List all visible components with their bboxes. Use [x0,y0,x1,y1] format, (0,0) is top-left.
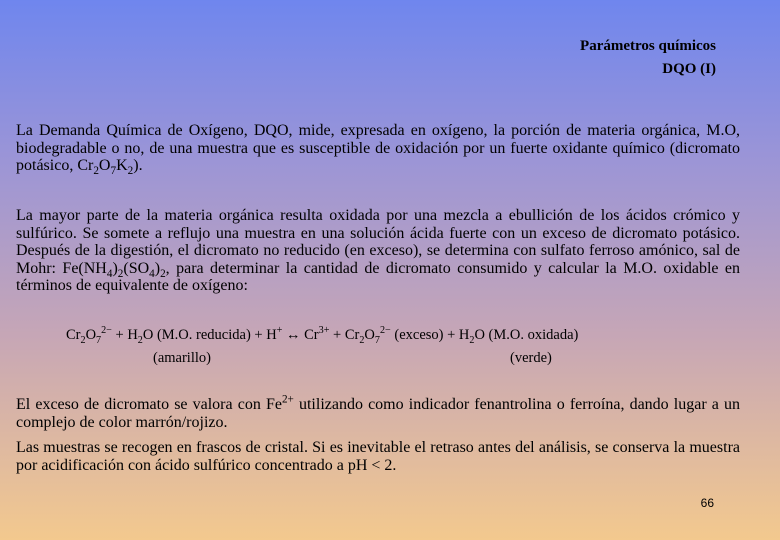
slide-subtitle: DQO (I) [662,61,716,77]
p2-sub: 4 [149,267,155,280]
eq-sup: 2− [379,325,391,337]
eq-part: O [364,327,375,343]
p3-text: El exceso de dicromato se valora con Fe [16,396,282,413]
slide-title: Parámetros químicos [580,38,716,54]
eq-part: Cr [66,327,81,343]
eq-sup: + [276,325,283,337]
eq-sub: 2 [469,334,475,346]
eq-part: Cr [304,327,319,343]
p1-text: O [98,157,111,174]
chemical-equation [66,327,578,344]
page-number: 66 [700,496,714,510]
p2-sub: 2 [117,267,124,280]
p2-sub: 4 [106,267,113,280]
paragraph-definition [16,122,740,178]
p3-text: utilizando como indicador fenantrolina o ferroína, dando lugar a un complejo de color marrón/rojizo. [16,396,740,431]
eq-part: + H [111,327,138,343]
p2-text: (SO [123,259,150,277]
p2-text: ) [112,259,118,277]
eq-sup: 2− [101,325,112,337]
eq-sub: 2 [137,334,143,346]
paragraph-method [16,207,740,295]
p2-text: , para determinar la cantidad de dicromato consumido y calcular la M.O. oxidable en términos de equivalente de oxígeno: [16,259,741,294]
eq-arrow: ↔ [282,327,305,343]
p1-text: La Demanda Química de Oxígeno, DQO, mide, expresada en oxígeno, la porción de materia orgánica, M.O, biodegradable o no, de una muestra que es susceptible de oxidación por un fuerte oxidante químico (dicromato potásico, Cr [16,122,740,174]
eq-sup: 3+ [318,325,330,337]
eq-part: O [85,327,97,343]
p1-sub: 2 [93,165,99,178]
eq-sub: 2 [80,334,86,346]
slide-header [580,35,716,81]
eq-part: O (M.O. reducida) + H [142,327,277,343]
paragraph-sampling: Las muestras se recogen en frascos de cristal. Si es inevitable el retraso antes del análisis, se conserva la muestra por acidificación con ácido sulfúrico concentrado a pH < 2. [16,439,740,474]
eq-part: O (M.O. oxidada) [474,327,579,343]
eq-sub: 7 [96,334,102,346]
color-note-yellow: (amarillo) [153,350,211,366]
eq-sub: 7 [374,334,380,346]
p1-text: K [116,157,128,174]
eq-sub: 2 [359,334,365,346]
p1-sub: 7 [110,165,117,178]
p1-text: ). [133,157,143,174]
paragraph-titration [16,393,740,431]
color-note-green: (verde) [510,350,552,366]
p2-text: La mayor parte de la materia orgánica resulta oxidada por una mezcla a ebullición de los ácidos crómico y sulfúrico. Se somete a reflujo una muestra en una solución ácida fuerte con un exceso de dicromato potásico. Después de la digestión, el dicromato no reducido (en exceso), se determina con sulfato ferroso amónico, sal de Mohr: Fe(NH [16,207,740,277]
eq-part: (exceso) + H [390,327,470,343]
p2-sub: 2 [160,267,166,280]
p1-sub: 2 [127,165,134,178]
p2-text: ) [154,259,161,277]
p3-sup: 2+ [281,393,294,406]
eq-part: + Cr [329,327,360,343]
